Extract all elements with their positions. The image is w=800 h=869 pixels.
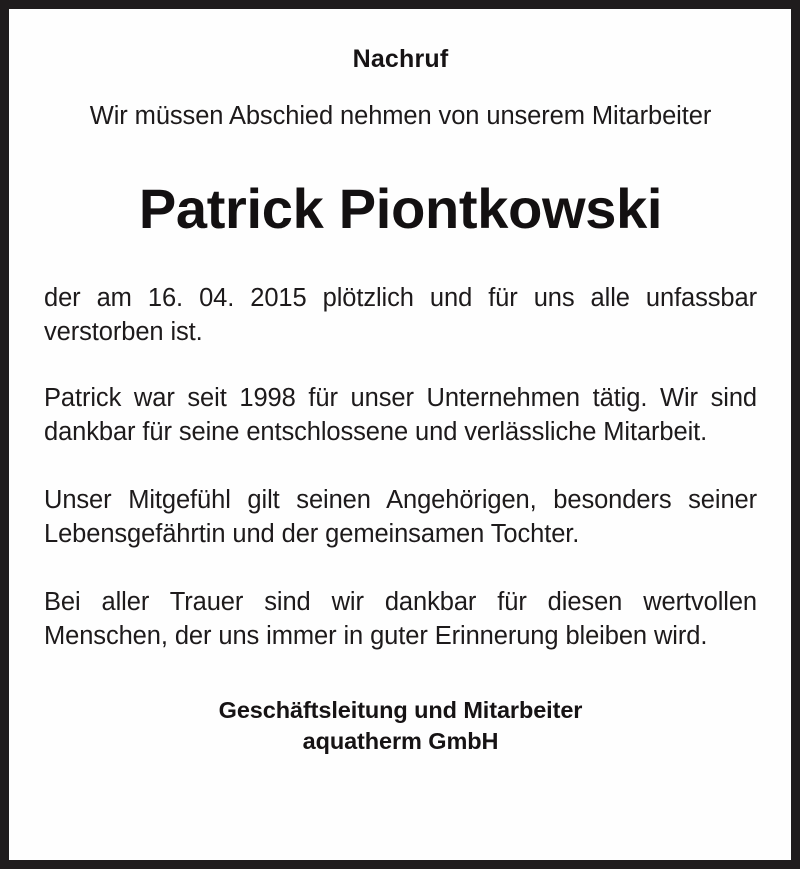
page-title: Nachruf bbox=[352, 45, 449, 73]
notice-content bbox=[44, 9, 757, 860]
signature-block bbox=[44, 695, 757, 757]
notice-subtitle: Wir müssen Abschied nehmen von unserem Mitarbeiter bbox=[89, 102, 712, 130]
signature-line-organization-role: Geschäftsleitung und Mitarbeiter bbox=[218, 697, 583, 723]
notice-paragraph-2: Patrick war seit 1998 für unser Unternehmen tätig. Wir sind dankbar für seine entschlossene und verlässliche Mitarbeit. bbox=[44, 384, 757, 446]
notice-paragraph-1: der am 16. 04. 2015 plötzlich und für uns alle unfassbar verstorben ist. bbox=[44, 284, 757, 346]
notice-paragraph-3: Unser Mitgefühl gilt seinen Angehörigen, besonders seiner Lebensgefährtin und der gemeinsamen Tochter. bbox=[44, 486, 757, 548]
notice-paragraph-4: Bei aller Trauer sind wir dankbar für diesen wertvollen Menschen, der uns immer in guter Erinnerung bleiben wird. bbox=[44, 588, 757, 650]
notice-inner-panel bbox=[9, 9, 791, 860]
signature-line-company-name: aquatherm GmbH bbox=[302, 728, 499, 754]
deceased-name: Patrick Piontkowski bbox=[138, 177, 663, 240]
